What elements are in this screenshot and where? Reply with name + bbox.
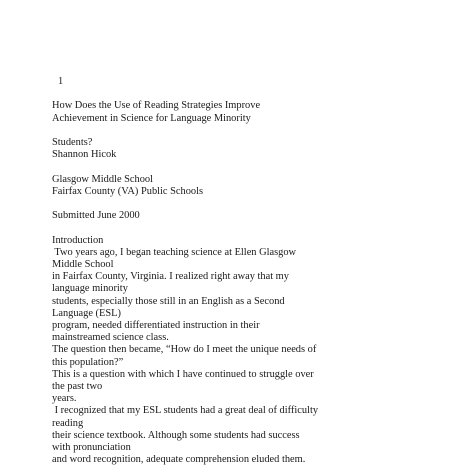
spacer [52,161,447,173]
body-line: with pronunciation [52,442,131,454]
title-line-2: Achievement in Science for Language Minority [52,112,251,124]
body-line: in Fairfax County, Virginia. I realized right away that my [52,271,289,283]
school-name: Glasgow Middle School [52,173,154,185]
body-line: their science textbook. Although some students had success [52,429,300,441]
section-heading: Introduction [52,234,104,246]
body-line: Middle School [52,258,114,270]
body-line: reading [52,417,84,429]
body-line: Two years ago, I began teaching science at Ellen Glasgow [52,246,297,258]
body-line: Language (ESL) [52,307,121,319]
body-line: mainstreamed science class. [52,332,169,344]
submission-date: Submitted June 2000 [52,210,140,222]
title-line-3: Students? [52,136,93,148]
page-number: 1 [58,76,64,87]
spacer [52,125,447,137]
body-line: years. [52,393,77,405]
body-line: students, especially those still in an English as a Second [52,295,285,307]
body-line: the past two [52,381,103,392]
author-name: Shannon Hicok [52,149,117,161]
spacer [52,198,447,210]
spacer [52,222,447,234]
body-line: this population?” [52,356,124,368]
document-text [52,76,447,466]
body-line: and word recognition, adequate comprehension eluded them. [52,454,306,466]
body-line: I recognized that my ESL students had a great deal of difficulty [52,405,319,417]
district-name: Fairfax County (VA) Public Schools [52,185,204,197]
title-line-1: How Does the Use of Reading Strategies Improve [52,100,261,112]
spacer [52,88,447,100]
body-line: language minority [52,283,128,295]
body-line: program, needed differentiated instruction in their [52,319,260,331]
body-line: The question then became, “How do I meet the unique needs of [52,344,317,356]
body-line: This is a question with which I have continued to struggle over [52,368,314,380]
